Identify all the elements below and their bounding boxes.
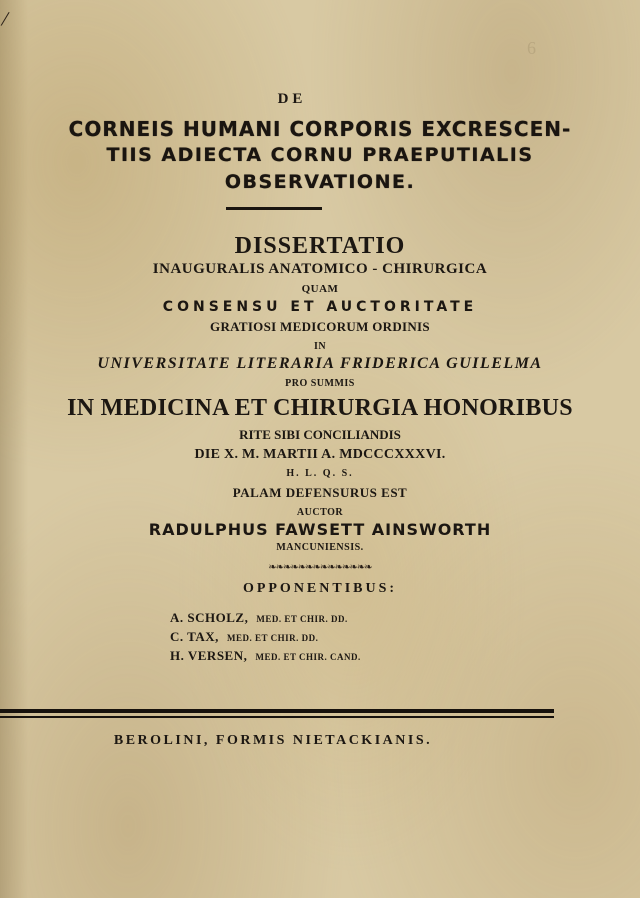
title-line-2: TIIS ADIECTA CORNU PRAEPUTIALIS xyxy=(106,144,534,166)
author-origin: MANCUNIENSIS. xyxy=(276,542,364,553)
opponent-name: A. SCHOLZ, xyxy=(170,610,249,625)
double-rule-thin xyxy=(0,716,554,718)
ornament-divider: ❧❧❧❧❧❧❧❧❧❧❧❧❧❧ xyxy=(268,562,372,573)
dissertatio-heading: DISSERTATIO xyxy=(234,233,406,259)
quam-line: QUAM xyxy=(301,283,339,295)
opponent-item xyxy=(170,626,470,645)
double-rule-thick xyxy=(0,709,554,713)
in-line: IN xyxy=(313,341,327,352)
opponents-heading: OPPONENTIBUS: xyxy=(242,581,398,596)
rite-line: RITE SIBI CONCILIANDIS xyxy=(239,427,401,442)
gratiosi-line: GRATIOSI MEDICORUM ORDINIS xyxy=(210,319,430,334)
hlqs-line: H. L. Q. S. xyxy=(286,468,354,479)
medicina-line: IN MEDICINA ET CHIRURGIA HONORIBUS xyxy=(67,395,573,421)
title-de: DE xyxy=(277,91,307,107)
opponent-item xyxy=(170,607,470,626)
palam-line: PALAM DEFENSURUS EST xyxy=(232,485,408,500)
page-number: 6 xyxy=(527,38,536,58)
opponent-item xyxy=(170,645,470,664)
corner-pen-mark: / xyxy=(0,5,11,32)
inauguralis-line: INAUGURALIS ANATOMICO - CHIRURGICA xyxy=(152,261,488,277)
opponent-name: H. VERSEN, xyxy=(170,648,248,663)
universitate-line: UNIVERSITATE LITERARIA FRIDERICA GUILELMA xyxy=(97,355,543,372)
title-line-1: CORNEIS HUMANI CORPORIS EXCRESCEN- xyxy=(68,117,572,141)
author-name: RADULPHUS FAWSETT AINSWORTH xyxy=(148,520,492,539)
opponent-title: MED. ET CHIR. DD. xyxy=(226,633,319,643)
opponent-name: C. TAX, xyxy=(170,629,219,644)
opponent-title: MED. ET CHIR. DD. xyxy=(256,614,348,624)
title-divider xyxy=(226,207,322,210)
consensu-line: CONSENSU ET AUCTORITATE xyxy=(162,299,478,315)
opponents-list xyxy=(170,607,470,664)
imprint-line: BEROLINI, FORMIS NIETACKIANIS. xyxy=(113,733,433,748)
pro-summis-line: PRO SUMMIS xyxy=(285,378,355,389)
opponent-title: MED. ET CHIR. CAND. xyxy=(255,652,361,662)
auctor-line: AUCTOR xyxy=(296,507,344,518)
date-line: DIE X. M. MARTII A. MDCCCXXXVI. xyxy=(194,447,446,462)
title-line-3: OBSERVATIONE. xyxy=(224,171,416,193)
